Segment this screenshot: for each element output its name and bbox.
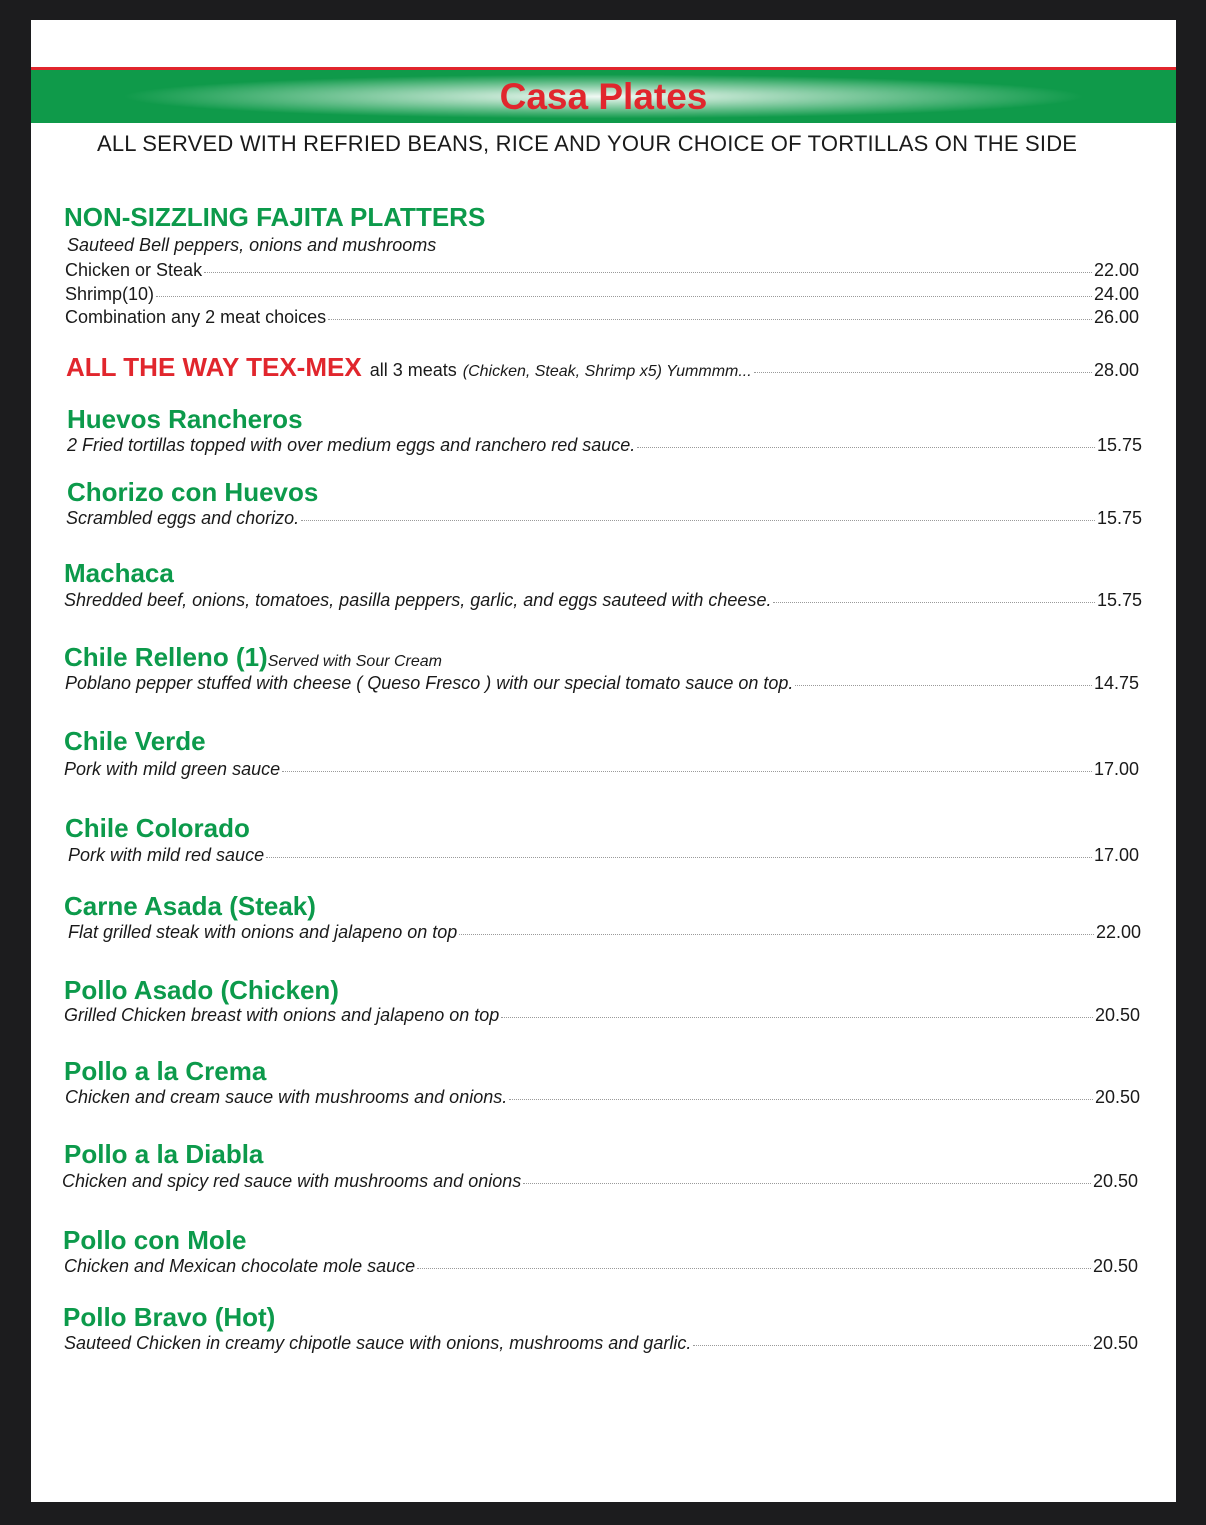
dot-leader bbox=[501, 1017, 1093, 1018]
dot-leader bbox=[509, 1099, 1093, 1100]
dish-side-note: Served with Sour Cream bbox=[267, 653, 442, 670]
menu-page bbox=[31, 20, 1176, 1502]
item-price: 20.50 bbox=[1094, 1087, 1140, 1107]
menu-item-row bbox=[66, 508, 1142, 529]
dish-title: Chorizo con Huevos bbox=[67, 477, 319, 507]
item-price: 20.50 bbox=[1092, 1333, 1138, 1353]
item-description: Scrambled eggs and chorizo. bbox=[66, 508, 300, 528]
menu-item-row bbox=[65, 307, 1139, 328]
menu-item-row bbox=[65, 1087, 1140, 1108]
item-price: 14.75 bbox=[1093, 673, 1139, 693]
dot-leader bbox=[301, 520, 1095, 521]
menu-item-row bbox=[62, 1171, 1138, 1192]
dot-leader bbox=[459, 934, 1094, 935]
menu-item-row bbox=[64, 590, 1142, 611]
item-description: Chicken and spicy red sauce with mushrooms and onions bbox=[62, 1171, 522, 1191]
dot-leader bbox=[282, 771, 1092, 772]
item-description: Grilled Chicken breast with onions and jalapeno on top bbox=[64, 1005, 500, 1025]
item-price: 15.75 bbox=[1096, 435, 1142, 455]
menu-item-row bbox=[67, 435, 1142, 456]
item-price: 24.00 bbox=[1093, 284, 1139, 304]
dot-leader bbox=[523, 1183, 1091, 1184]
menu-item-row bbox=[65, 260, 1139, 281]
dot-leader bbox=[156, 296, 1092, 297]
item-description: 2 Fried tortillas topped with over medium eggs and ranchero red sauce. bbox=[67, 435, 636, 455]
dot-leader bbox=[795, 685, 1092, 686]
menu-item-row bbox=[64, 759, 1139, 780]
item-price: 22.00 bbox=[1093, 260, 1139, 280]
item-price: 15.75 bbox=[1096, 508, 1142, 528]
section-title-fajita: NON-SIZZLING FAJITA PLATTERS bbox=[64, 202, 486, 232]
menu-item-row bbox=[64, 1005, 1140, 1026]
item-description: Shredded beef, onions, tomatoes, pasilla peppers, garlic, and eggs sauteed with cheese. bbox=[64, 590, 772, 610]
dot-leader bbox=[204, 272, 1092, 273]
item-price: 20.50 bbox=[1092, 1171, 1138, 1191]
dish-name: Chile Relleno (1) bbox=[64, 642, 268, 672]
item-description: Chicken and cream sauce with mushrooms and onions. bbox=[65, 1087, 508, 1107]
item-price: 17.00 bbox=[1093, 759, 1139, 779]
texmex-meats: all 3 meats bbox=[369, 360, 457, 380]
texmex-detail: (Chicken, Steak, Shrimp x5) Yummmm... bbox=[462, 363, 752, 380]
item-description: Pork with mild green sauce bbox=[64, 759, 281, 779]
item-description: Chicken or Steak bbox=[65, 260, 203, 280]
dot-leader bbox=[417, 1268, 1091, 1269]
item-description: Chicken and Mexican chocolate mole sauce bbox=[64, 1256, 416, 1276]
dish-title bbox=[64, 642, 442, 673]
item-price: 28.00 bbox=[1093, 360, 1139, 380]
dot-leader bbox=[266, 857, 1092, 858]
dot-leader bbox=[637, 447, 1095, 448]
item-description: Sauteed Chicken in creamy chipotle sauce with onions, mushrooms and garlic. bbox=[64, 1333, 692, 1353]
item-price: 22.00 bbox=[1095, 922, 1141, 942]
dish-title: Pollo a la Diabla bbox=[64, 1139, 264, 1169]
dot-leader bbox=[773, 602, 1094, 603]
texmex-row bbox=[66, 352, 1139, 383]
dot-leader bbox=[693, 1345, 1091, 1346]
dot-leader bbox=[754, 372, 1092, 373]
item-price: 20.50 bbox=[1092, 1256, 1138, 1276]
dish-title: Pollo a la Crema bbox=[64, 1056, 267, 1086]
menu-item-row bbox=[65, 673, 1139, 694]
item-description: Poblano pepper stuffed with cheese ( Queso Fresco ) with our special tomato sauce on top. bbox=[65, 673, 794, 693]
section-note-fajita: Sauteed Bell peppers, onions and mushrooms bbox=[67, 235, 437, 255]
page-subtitle: ALL SERVED WITH REFRIED BEANS, RICE AND YOUR CHOICE OF TORTILLAS ON THE SIDE bbox=[97, 131, 1078, 156]
dish-title: Pollo Asado (Chicken) bbox=[64, 975, 339, 1005]
menu-item-row bbox=[68, 845, 1139, 866]
dish-title: Pollo Bravo (Hot) bbox=[63, 1302, 276, 1332]
page-title: Casa Plates bbox=[499, 76, 708, 117]
menu-item-row bbox=[64, 1256, 1138, 1277]
menu-item-row bbox=[64, 1333, 1138, 1354]
dish-title: Huevos Rancheros bbox=[67, 404, 303, 434]
dish-title: Chile Colorado bbox=[65, 813, 250, 843]
item-price: 17.00 bbox=[1093, 845, 1139, 865]
dot-leader bbox=[328, 319, 1092, 320]
item-description: Combination any 2 meat choices bbox=[65, 307, 327, 327]
item-price: 20.50 bbox=[1094, 1005, 1140, 1025]
item-description: Flat grilled steak with onions and jalapeno on top bbox=[68, 922, 458, 942]
texmex-title: ALL THE WAY TEX-MEX bbox=[66, 352, 362, 382]
item-description: Shrimp(10) bbox=[65, 284, 155, 304]
menu-item-row bbox=[65, 284, 1139, 305]
item-price: 15.75 bbox=[1096, 590, 1142, 610]
item-price: 26.00 bbox=[1093, 307, 1139, 327]
title-banner bbox=[31, 67, 1176, 123]
menu-item-row bbox=[68, 922, 1141, 943]
dish-title: Carne Asada (Steak) bbox=[64, 891, 316, 921]
dish-title: Chile Verde bbox=[64, 726, 206, 756]
dish-title: Machaca bbox=[64, 558, 174, 588]
dish-title: Pollo con Mole bbox=[63, 1225, 247, 1255]
item-description: Pork with mild red sauce bbox=[68, 845, 265, 865]
